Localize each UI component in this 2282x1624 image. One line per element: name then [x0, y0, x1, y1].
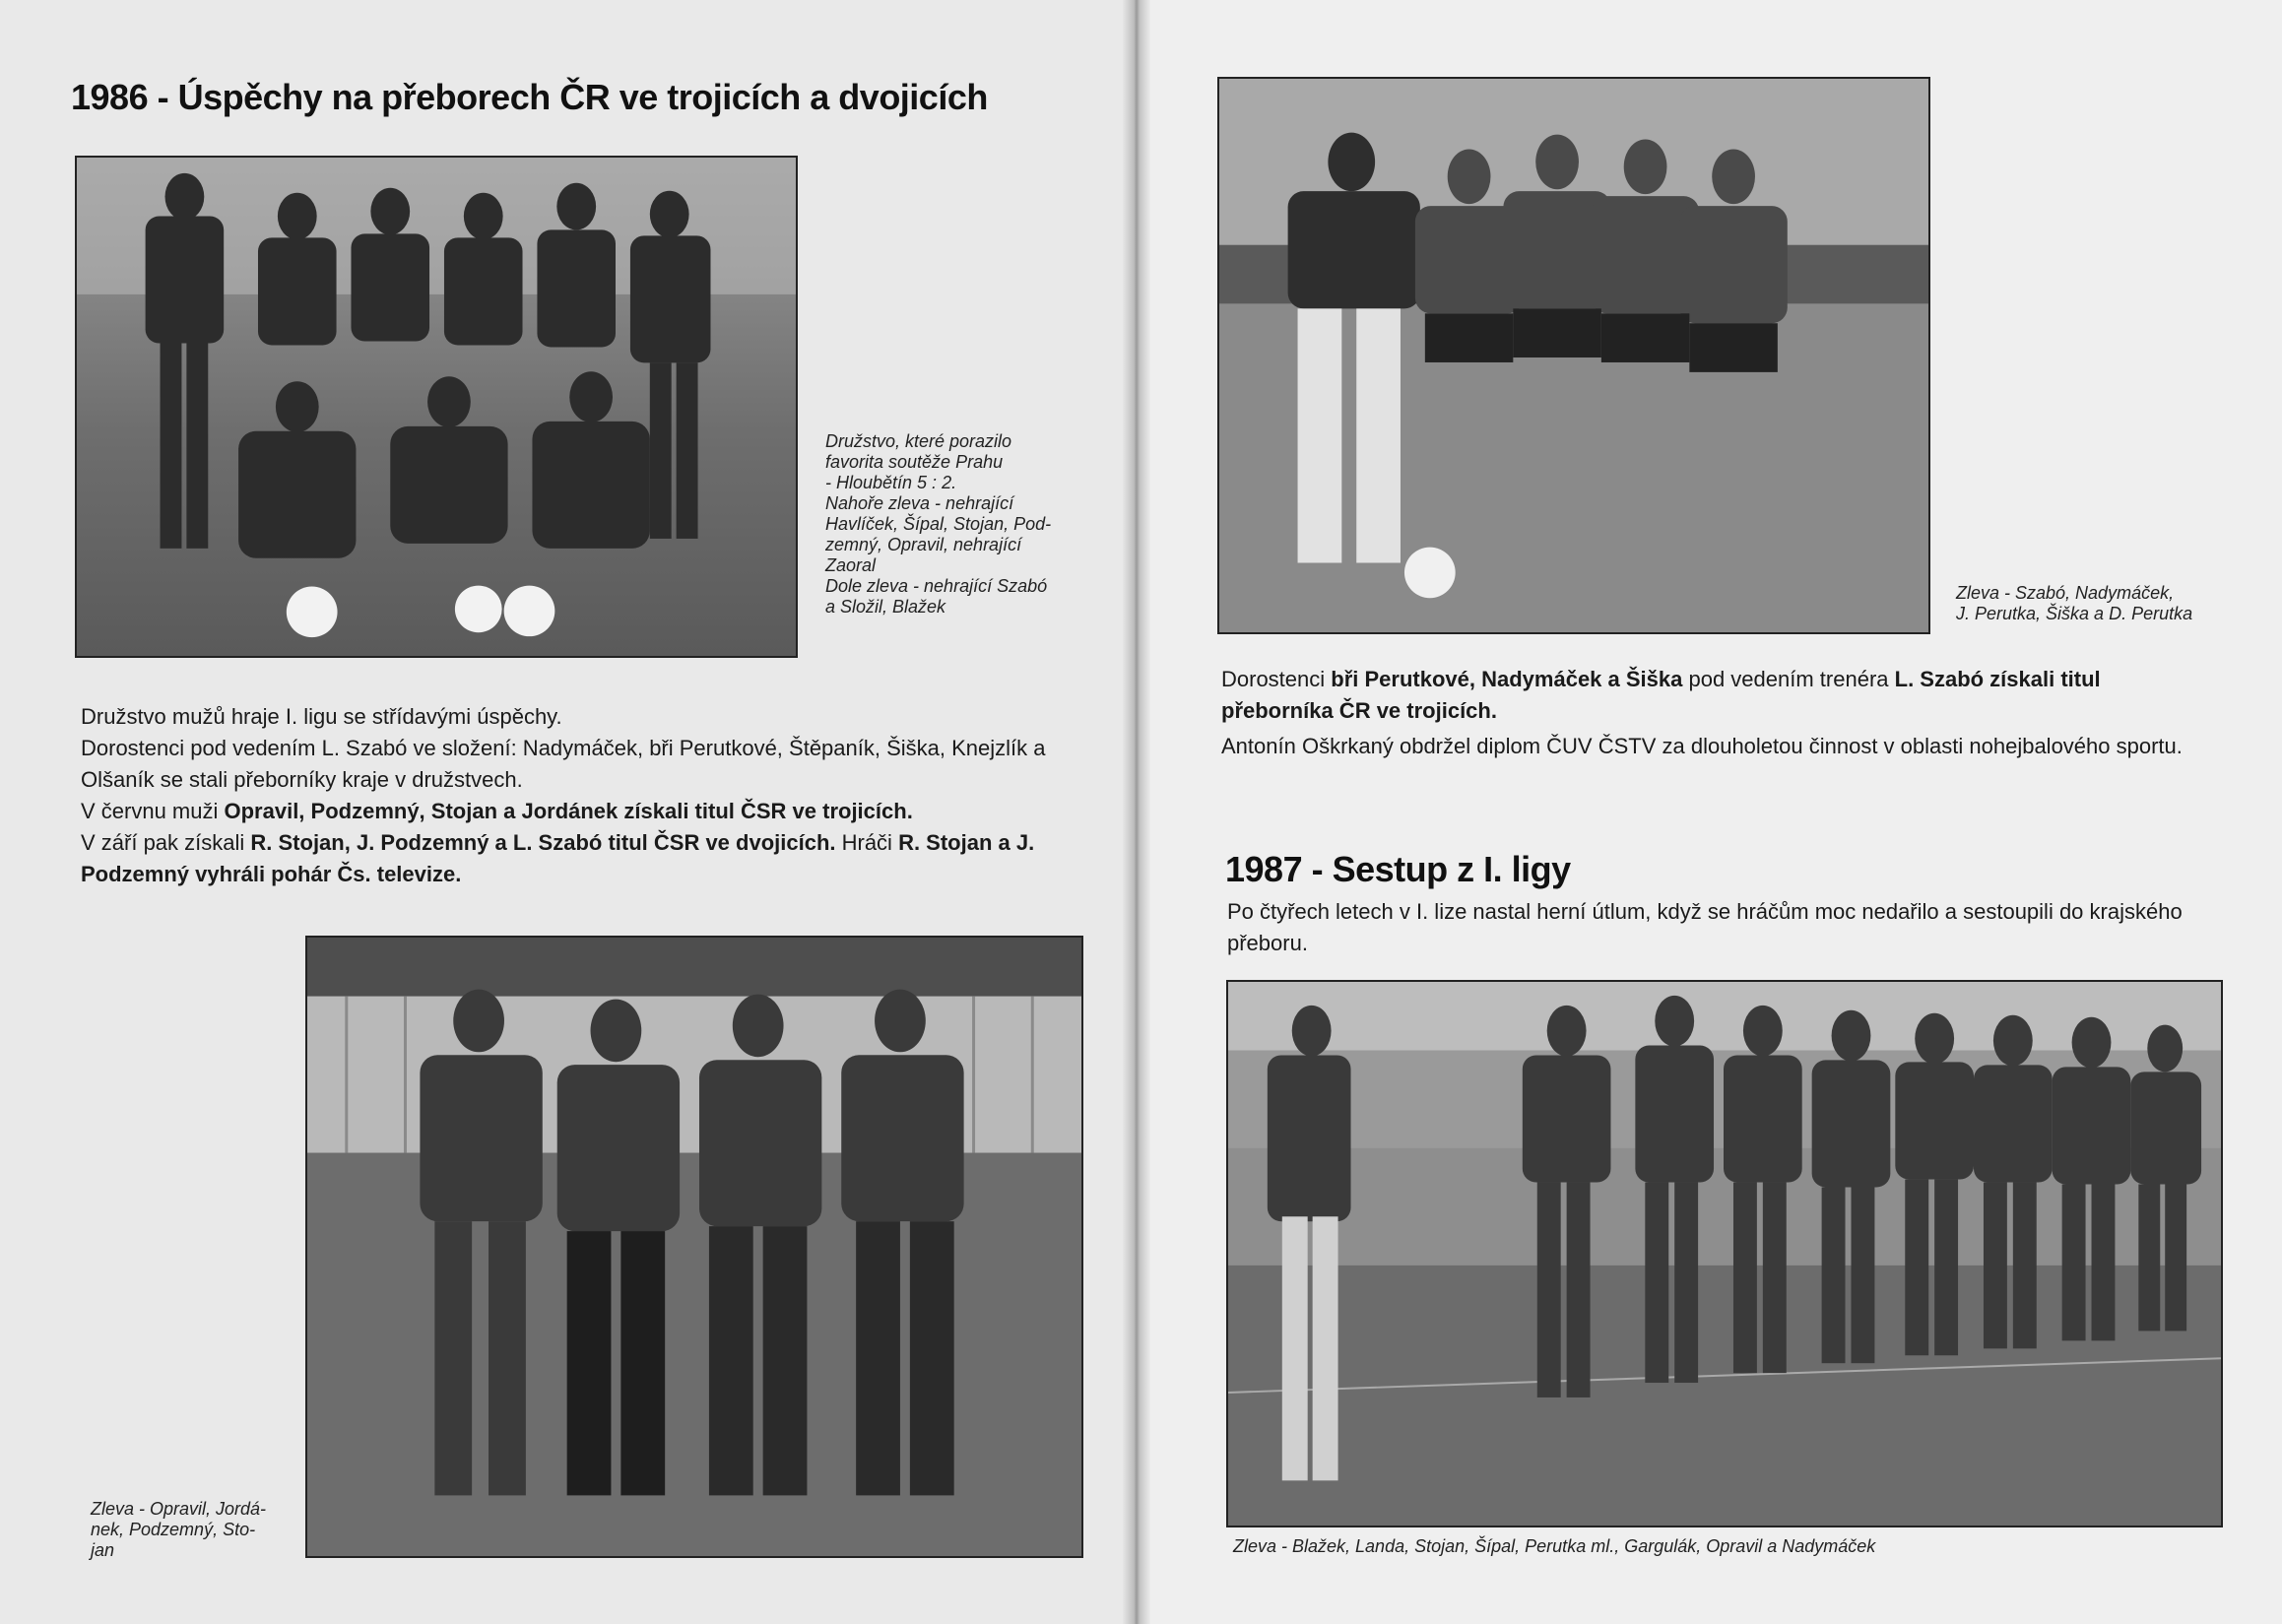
caption-line: Zleva - Opravil, Jordá- — [91, 1499, 267, 1519]
caption-line: Zaoral — [825, 555, 877, 575]
paragraph: Dorostenci pod vedením L. Szabó ve složení: Nadymáček, bři Perutkové, Štěpaník, Šiška, Knejzlík a Olšaník se stali přeborníky kraje v družstvech. — [81, 736, 1046, 792]
heading-1987: 1987 - Sestup z I. ligy — [1225, 849, 1571, 889]
caption-line: J. Perutka, Šiška a D. Perutka — [1956, 604, 2193, 623]
book-gutter — [1123, 0, 1150, 1624]
paragraph-text: V červnu muži — [81, 799, 225, 823]
caption-line: Družstvo, které porazilo — [825, 431, 1012, 451]
caption-line: Nahoře zleva - nehrající — [825, 493, 1014, 513]
caption-line: zemný, Opravil, nehrající — [825, 535, 1022, 554]
trio-photo-image — [307, 938, 1081, 1556]
team-photo-1987 — [1226, 980, 2223, 1527]
caption-line: Dole zleva - nehrající Szabó — [825, 576, 1048, 596]
caption-line: - Hloubětín 5 : 2. — [825, 473, 957, 492]
caption-line: Zleva - Szabó, Nadymáček, — [1956, 583, 2175, 603]
team-photo-1986 — [75, 156, 798, 658]
right-body-text — [1221, 664, 2216, 762]
team-photo-1987-image — [1228, 982, 2221, 1526]
paragraph-bold-text: Opravil, Podzemný, Stojan a Jordánek získali titul ČSR ve trojicích. — [224, 799, 913, 823]
heading-1986: 1986 - Úspěchy na přeborech ČR ve trojicích a dvojicích — [71, 77, 988, 117]
paragraph-1987: Po čtyřech letech v I. lize nastal herní útlum, když se hráčům moc nedařilo a sestoupili do krajského přeboru. — [1227, 899, 2183, 955]
paragraph: Antonín Oškrkaný obdržel diplom ČUV ČSTV za dlouholetou činnost v oblasti nohejbalového sportu. — [1221, 734, 2183, 758]
junior-team-photo-image — [1219, 79, 1928, 632]
team-photo-1986-caption — [825, 431, 1070, 617]
paragraph: Družstvo mužů hraje I. ligu se střídavými úspěchy. — [81, 704, 562, 729]
paragraph-bold-text: R. Stojan, J. Podzemný a L. Szabó titul ČSR ve dvojicích. — [250, 830, 836, 855]
team-photo-1987-caption: Zleva - Blažek, Landa, Stojan, Šípal, Perutka ml., Gargulák, Opravil a Nadymáček — [1233, 1536, 1876, 1556]
paragraph-text: Dorostenci — [1221, 667, 1332, 691]
paragraph-bold-text: bři Perutkové, Nadymáček a Šiška — [1331, 667, 1683, 691]
trio-photo-caption — [91, 1499, 299, 1561]
paragraph — [1221, 664, 2216, 727]
trio-photo — [305, 936, 1083, 1558]
paragraph-bold-text: L. Szabó získali titul přeborníka ČR ve trojicích. — [1221, 667, 2101, 723]
caption-line: jan — [91, 1540, 115, 1560]
paragraph-text: V září pak získali — [81, 830, 251, 855]
caption-line: a Složil, Blažek — [825, 597, 946, 617]
caption-line: Havlíček, Šípal, Stojan, Pod- — [825, 514, 1052, 534]
junior-team-photo-caption — [1956, 583, 2251, 624]
paragraph-bold-text: R. Stojan a J. Podzemný vyhráli pohár Čs. televize. — [81, 830, 1035, 886]
caption-line: favorita soutěže Prahu — [825, 452, 1004, 472]
team-photo-1986-image — [77, 158, 796, 656]
paragraph — [81, 827, 1071, 890]
paragraph-text: Hráči — [835, 830, 899, 855]
paragraph-text: pod vedením trenéra — [1682, 667, 1895, 691]
junior-team-photo — [1217, 77, 1930, 634]
paragraph — [81, 796, 1071, 827]
caption-line: nek, Podzemný, Sto- — [91, 1520, 256, 1539]
left-body-text — [81, 701, 1071, 890]
